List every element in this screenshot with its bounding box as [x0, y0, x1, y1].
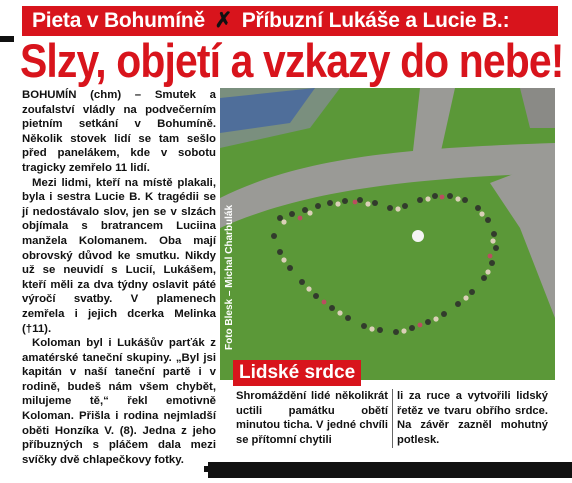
- article-paragraph-1: [22, 88, 216, 176]
- aerial-photo-illustration: [220, 88, 555, 380]
- decorative-bar: [208, 462, 572, 478]
- dateline: BOHUMÍN (chm) –: [22, 89, 142, 101]
- decorative-bar: [204, 466, 214, 472]
- article-body: [22, 88, 220, 467]
- article-paragraph-3: Koloman byl i Lukášův parťák z amatérské taneční skupiny. „Byl jsi kapitán v naší taneční partě i v rodině, budeš nám všem chybět, milujeme tě,“ řekl emotivně Koloman. Přišla i rodina nejmladší oběti Honzíka V. (8). Jedna z jeho příbuzných s pláčem dala mezi svíčky dvě chlapečkovy fotky.: [22, 337, 216, 466]
- article-text-1: Smutek a zoufalství vládly na podvečerním pietním setkání v Bohumíně. Několik stovek lidí se tam sešlo před panelákem, kde v sobotu tragicky zemřelo 11 lidí.: [22, 89, 216, 174]
- aerial-photo: [220, 88, 555, 380]
- kicker-bar: [22, 6, 558, 36]
- caption-column-1: Shromáždění lidé několikrát uctili památku obětí minutou ticha. V jedné chvíli se přítomní chytili: [236, 390, 388, 446]
- headline: Slzy, objetí a vzkazy do nebe!: [20, 34, 564, 87]
- caption-title: Lidské srdce: [233, 360, 361, 386]
- kicker-separator: ✗: [214, 9, 233, 32]
- caption-box: [228, 387, 556, 450]
- decorative-bar: [0, 36, 14, 42]
- article-paragraph-2: Mezi lidmi, kteří na místě plakali, byla i sestra Lucie B. K tragédii se jí nedostávalo slov, jen se v slzách objímala s bratrancem Luciina manžela Kolomanem. Oba mají obrovský důvod ke smutku. Nikdy už se neuvidí s Lucií, Lukášem, kteří měli za dva týdny oslavit páté výročí svatby. V plamenech zemřela i jejich dcerka Melinka (†11).: [22, 176, 216, 335]
- caption-column-2: li za ruce a vytvořili lidský řetěz ve tvaru obřího srdce. Na závěr zazněl mohutný potlesk.: [392, 389, 552, 448]
- kicker-left: Pieta v Bohumíně: [32, 9, 206, 32]
- photo-credit: Foto Blesk – Michal Charbulák: [224, 204, 235, 350]
- kicker-right: Příbuzní Lukáše a Lucie B.:: [241, 9, 510, 32]
